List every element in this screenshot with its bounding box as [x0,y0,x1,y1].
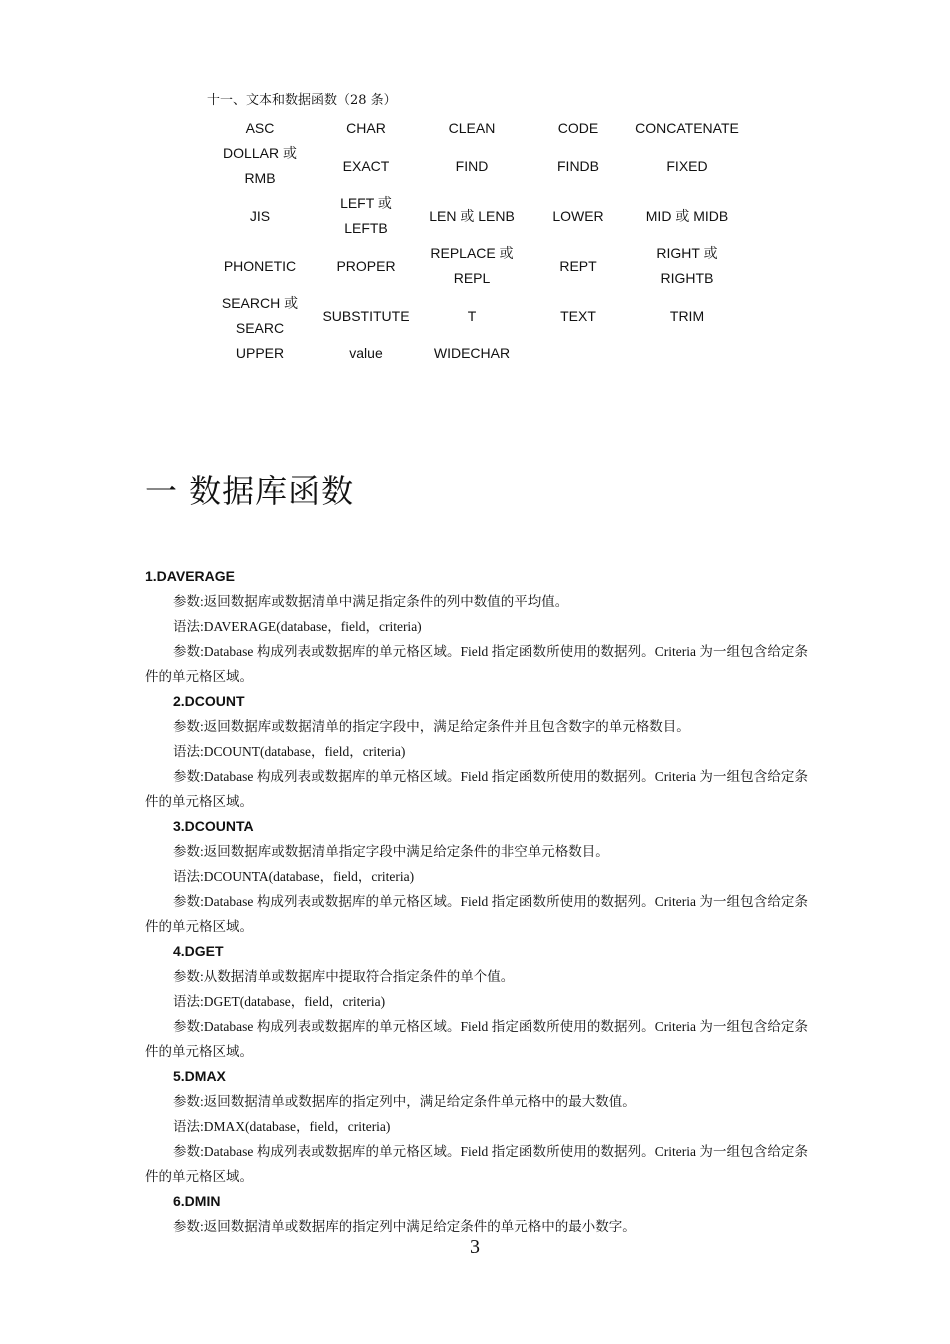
table-cell: DOLLAR 或 RMB [223,145,297,186]
table-row [207,341,743,366]
chapter-title: 一 数据库函数 [145,472,355,510]
table-cell: FIND [455,157,489,174]
function-params: 参数:Database 构成列表或数据库的单元格区域。Field 指定函数所使用的数据列。Criteria 为一组包含给定条件的单元格区域。 [145,894,808,934]
function-purpose: 参数:返回数据清单或数据库的指定列中满足给定条件的单元格中的最小数字。 [173,1219,636,1234]
function-syntax: 语法:DCOUNT(database，field，criteria) [173,744,406,759]
table-cell: SUBSTITUTE [322,307,410,324]
table-cell [525,341,631,366]
table-cell: T [467,307,477,324]
function-heading: 3.DCOUNTA [173,818,254,834]
table-cell: CONCATENATE [635,120,739,136]
function-params: 参数:Database 构成列表或数据库的单元格区域。Field 指定函数所使用的数据列。Criteria 为一组包含给定条件的单元格区域。 [145,1144,808,1184]
table-cell: LEN 或 LENB [429,207,515,224]
function-purpose: 参数:返回数据库或数据清单指定字段中满足给定条件的非空单元格数目。 [173,844,609,859]
table-cell: LEFT 或 LEFTB [340,195,392,236]
table-cell: FINDB [557,157,599,174]
table-cell: PHONETIC [223,257,297,274]
function-list [145,564,808,1239]
function-heading: 2.DCOUNT [173,693,245,709]
table-cell: CODE [557,120,599,136]
table-cell: UPPER [235,345,285,361]
function-heading: 1.DAVERAGE [145,568,235,584]
table-cell: REPLACE 或 REPL [430,245,514,286]
table-cell: PROPER [336,257,396,274]
table-row [207,141,743,191]
table-row [207,241,743,291]
section-title: 十一、文本和数据函数（28 条） [207,93,397,108]
table-cell: CLEAN [448,120,496,136]
table-cell: EXACT [342,157,390,174]
function-purpose: 参数:返回数据库或数据清单的指定字段中，满足给定条件并且包含数字的单元格数目。 [173,719,690,734]
function-params: 参数:Database 构成列表或数据库的单元格区域。Field 指定函数所使用的数据列。Criteria 为一组包含给定条件的单元格区域。 [145,644,808,684]
table-cell: REPT [559,257,597,274]
table-cell [631,341,743,366]
table-cell: ASC [245,120,275,136]
function-syntax: 语法:DCOUNTA(database，field，criteria) [173,869,415,884]
table-cell: LOWER [552,207,604,224]
table-cell: JIS [249,207,271,224]
function-table [207,116,743,366]
function-heading: 5.DMAX [173,1068,226,1084]
table-cell: FIXED [666,157,708,174]
table-cell: TEXT [560,307,596,324]
table-row [207,191,743,241]
function-syntax: 语法:DAVERAGE(database，field，criteria) [173,619,422,634]
function-purpose: 参数:返回数据清单或数据库的指定列中，满足给定条件单元格中的最大数值。 [173,1094,636,1109]
table-cell: value [349,345,383,361]
table-cell: TRIM [669,307,705,324]
table-cell: MID 或 MIDB [645,207,729,224]
table-row [207,116,743,141]
function-purpose: 参数:返回数据库或数据清单中满足指定条件的列中数值的平均值。 [173,594,569,609]
table-cell: CHAR [346,120,386,136]
function-syntax: 语法:DMAX(database，field，criteria) [173,1119,391,1134]
function-params: 参数:Database 构成列表或数据库的单元格区域。Field 指定函数所使用的数据列。Criteria 为一组包含给定条件的单元格区域。 [145,769,808,809]
function-heading: 4.DGET [173,943,224,959]
table-cell: SEARCH 或 SEARC [221,295,299,336]
function-params: 参数:Database 构成列表或数据库的单元格区域。Field 指定函数所使用的数据列。Criteria 为一组包含给定条件的单元格区域。 [145,1019,808,1059]
function-heading: 6.DMIN [173,1193,221,1209]
table-row [207,291,743,341]
table-cell: RIGHT 或 RIGHTB [656,245,718,286]
function-purpose: 参数:从数据清单或数据库中提取符合指定条件的单个值。 [173,969,515,984]
function-syntax: 语法:DGET(database，field，criteria) [173,994,386,1009]
table-cell: WIDECHAR [433,345,511,361]
page-number: 3 [470,1236,480,1258]
